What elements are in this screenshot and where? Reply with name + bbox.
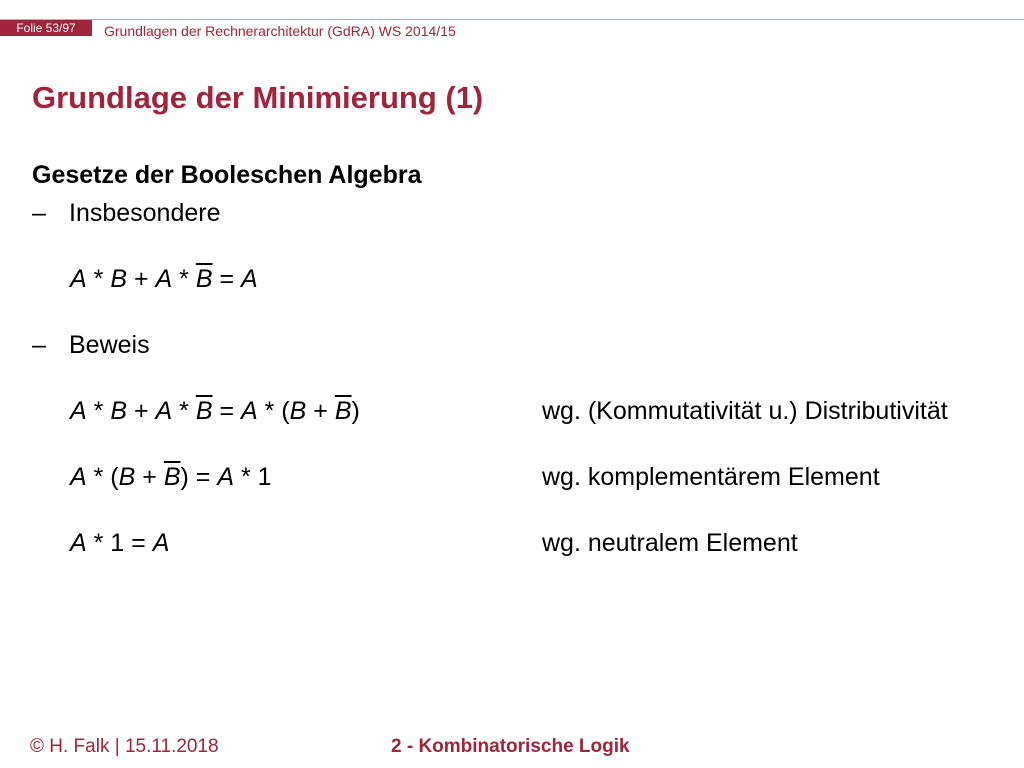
- reason-step1: wg. (Kommutativität u.) Distributivität: [542, 397, 948, 425]
- bullet-label: Insbesondere: [69, 199, 221, 227]
- formula-step2: [70, 460, 272, 494]
- slide-title: Grundlage der Minimierung (1): [32, 80, 484, 115]
- bullet-beweis: [32, 328, 150, 362]
- formula-step1: [70, 394, 360, 428]
- bullet-dash: –: [32, 331, 46, 359]
- section-subheading: Gesetze der Booleschen Algebra: [32, 161, 422, 189]
- formula-text: $A * (B + \overline{B}) = A * 1$: [70, 463, 272, 491]
- formula-text: $A * B + A * \overline{B} = A$: [70, 265, 258, 293]
- reason-step3: wg. neutralem Element: [542, 529, 798, 557]
- formula-text: A * 1 = A: [70, 529, 170, 557]
- bullet-label: Beweis: [69, 331, 150, 359]
- footer-chapter: 2 - Kombinatorische Logik: [391, 736, 630, 757]
- bullet-dash: –: [32, 199, 46, 227]
- slide-number-badge: Folie 53/97: [0, 20, 92, 36]
- formula-law: [70, 262, 258, 296]
- bullet-insbesondere: [32, 196, 221, 230]
- course-title: Grundlagen der Rechnerarchitektur (GdRA) WS 2014/15: [104, 23, 456, 39]
- reason-step2: wg. komplementärem Element: [542, 463, 880, 491]
- footer-author-date: © H. Falk | 15.11.2018: [30, 736, 219, 757]
- header-divider: [0, 19, 1024, 20]
- formula-step3: [70, 526, 169, 560]
- formula-text: $A * B + A * \overline{B} = A * (B + \overline{B})$: [70, 397, 360, 425]
